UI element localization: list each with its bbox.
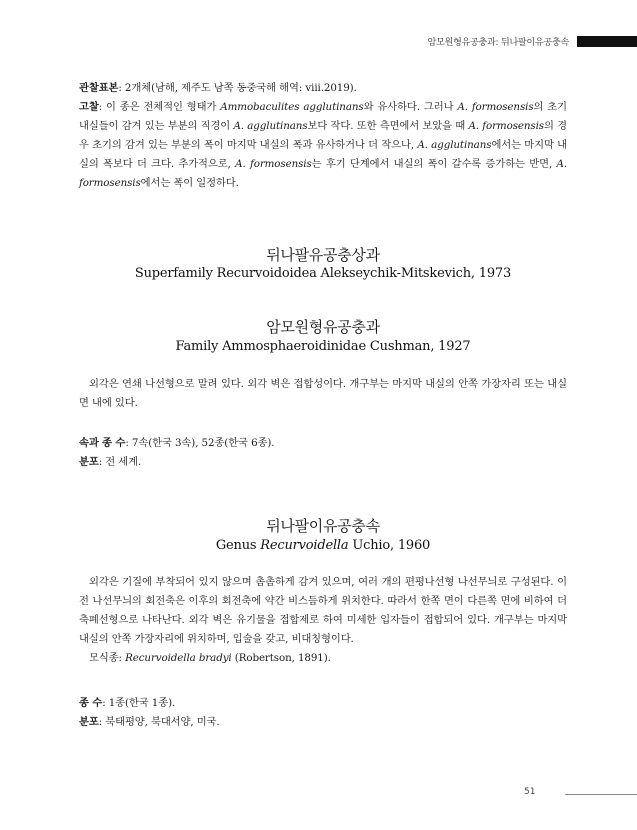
- family-description-block: [79, 375, 567, 413]
- genus-name: Recurvoidella: [260, 538, 349, 553]
- remarks-text: 보다 작다. 또한 측면에서 보았을 때: [307, 120, 469, 132]
- taxon-name: A. agglutinans: [233, 120, 308, 132]
- family-distribution-line: [79, 453, 567, 472]
- specimens-text: : 2개체(남해, 제주도 남쪽 동중국해 해역: viii.2019).: [118, 82, 357, 94]
- remarks-text: 의 경우 초기의 감겨 있는 부분의 폭이 마지막 내실의 폭과 유사하거나 더 작으나,: [79, 120, 567, 151]
- genera-count-line: [79, 434, 567, 453]
- genus-distribution-label: 분포: [79, 716, 99, 728]
- type-species-name: Recurvoidella bradyi: [125, 652, 232, 664]
- family-distribution-text: : 전 세계.: [98, 456, 142, 468]
- remarks-paragraph: [79, 98, 567, 193]
- genus-description-block: [79, 573, 567, 668]
- page-number: 51: [524, 787, 536, 797]
- taxon-name: A. formosensis: [457, 101, 534, 113]
- genera-count-text: : 7속(한국 3속), 52종(한국 6종).: [125, 437, 275, 449]
- type-species-line: [79, 649, 567, 668]
- taxon-name: A. formosensis: [79, 158, 567, 189]
- taxon-name: A. formosensis: [235, 158, 312, 170]
- remarks-text: 와 유사하다. 그러나: [363, 101, 458, 113]
- genus-title-suffix: Uchio, 1960: [348, 538, 431, 553]
- remarks-text: 에서는 마지막 내실의 폭보다 더 크다. 추가적으로,: [79, 139, 567, 170]
- family-stats-block: [79, 434, 567, 472]
- superfamily-title-ko: 뒤나팔유공충상과: [266, 246, 380, 264]
- taxon-name: A. formosensis: [468, 120, 544, 132]
- specimens-label: 관찰표본: [79, 82, 119, 94]
- genus-title-prefix: Genus: [215, 538, 261, 553]
- family-title-ko: 암모원형유공충과: [266, 318, 380, 336]
- genera-count-label: 속과 종 수: [79, 437, 126, 449]
- genus-title-ko: 뒤나팔이유공충속: [266, 517, 380, 535]
- species-count-label: 종 수: [79, 697, 103, 709]
- genus-distribution-text: : 북태평양, 북대서양, 미국.: [98, 716, 220, 728]
- family-title-en: Family Ammosphaeroidinidae Cushman, 1927: [175, 339, 471, 354]
- taxon-name: A. agglutinans: [417, 139, 492, 151]
- type-species-author: (Robertson, 1891).: [231, 652, 331, 664]
- running-header: [428, 34, 637, 48]
- footer-rule: [565, 794, 637, 795]
- species-notes: [79, 79, 567, 193]
- remarks-text: : 이 종은 전체적인 형태가: [98, 101, 221, 113]
- genus-description: 외각은 기질에 부착되어 있지 않으며 촘촘하게 감겨 있으며, 여러 개의 편평나선형 나선무늬로 구성된다. 이전 나선무늬의 회전축은 이후의 회전축에 약간 비스듬하게 위치한다. 따라서 한쪽 면이 다른쪽 면에 비하여 더 축폐선형으로 나타난다. 외각 벽은 유기물을 접합제로 하여 미세한 입자들이 접합되어 있다. 개구부는 마지막 내실의 안쪽 가장자리에 위치하며, 입술을 갖고, 비대칭형이다.: [79, 576, 567, 645]
- header-bar: [577, 36, 637, 47]
- species-count-text: : 1종(한국 1종).: [102, 697, 176, 709]
- species-count-line: [79, 694, 567, 713]
- remarks-label: 고찰: [79, 101, 99, 113]
- family-description: 외각은 연쇄 나선형으로 말려 있다. 외각 벽은 접합성이다. 개구부는 마지막 내실의 안쪽 가장자리 또는 내실면 내에 있다.: [79, 378, 567, 409]
- remarks-text: 는 후기 단계에서 내실의 폭이 갈수록 증가하는 반면,: [311, 158, 557, 170]
- type-species-label: 모식종:: [89, 652, 126, 664]
- remarks-text: 의 초기 내실들이 감겨 있는 부분의 직경이: [79, 101, 568, 132]
- running-title: 암모원형유공충과: 뒤나팔이유공충속: [427, 37, 569, 48]
- family-distribution-label: 분포: [79, 456, 99, 468]
- remarks-text: 에서는 폭이 일정하다.: [140, 177, 239, 189]
- genus-title-en: [79, 538, 567, 553]
- genus-stats-block: [79, 694, 567, 732]
- specimens-paragraph: [79, 79, 567, 98]
- genus-distribution-line: [79, 713, 567, 732]
- taxon-name: Ammobaculites agglutinans: [220, 101, 364, 113]
- superfamily-title-en: Superfamily Recurvoidoidea Alekseychik-Mitskevich, 1973: [134, 266, 512, 281]
